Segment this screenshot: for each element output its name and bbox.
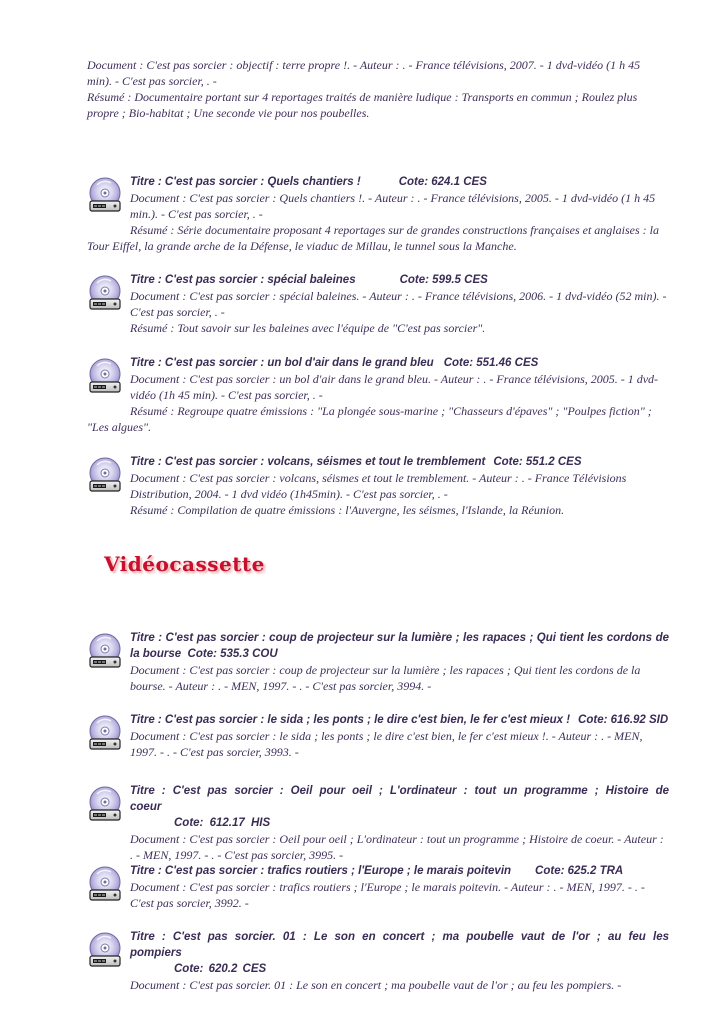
entry-cote: Cote: 551.46 CES: [443, 357, 539, 369]
entry-cote: Cote: 599.5 CES: [399, 274, 488, 286]
entry-cote: Cote: 551.2 CES: [493, 456, 582, 468]
entry-title-row: [130, 863, 669, 879]
entry-cote: Cote: 625.2 TRA: [535, 865, 624, 877]
entry-cote: Cote: 616.92 SID: [578, 714, 669, 726]
intro-resume: Résumé : Documentaire portant sur 4 reportages traités de manière ludique : Transports en commun ; Roulez plus propre ; Bio-habitat ; Une seconde vie pour nos poubelles.: [87, 90, 638, 120]
entry-resume: Résumé : Compilation de quatre émissions : l'Auvergne, les séismes, l'Islande, la Réunion.: [130, 503, 565, 517]
entry-title-row: [130, 174, 669, 190]
disc-drive-icon: [87, 358, 123, 394]
entry-document: Document : C'est pas sorcier : Quels chantiers !. - Auteur : . - France télévisions, 2005. - 1 dvd-vidéo (1 h 45 min.). - C'est pas sorcier, . -: [130, 191, 656, 221]
entry-title[interactable]: Titre : C'est pas sorcier : un bol d'air dans le grand bleu: [130, 357, 434, 369]
catalog-entry: [87, 783, 669, 863]
entry-document: Document : C'est pas sorcier : coup de projecteur sur la lumière ; les rapaces ; Qui tient les cordons de la bourse. - Auteur : . - MEN, 1997. - . - C'est pas sorcier, 3994. -: [130, 663, 641, 693]
disc-drive-icon: [87, 715, 123, 751]
intro-block: [87, 57, 667, 121]
intro-document: Document : C'est pas sorcier : objectif : terre propre !. - Auteur : . - France télévisions, 2007. - 1 dvd-vidéo (1 h 45 min). - C'est pas sorcier, . -: [87, 58, 641, 88]
entry-title[interactable]: Titre : C'est pas sorcier : Quels chantiers !: [130, 176, 361, 188]
disc-drive-icon: [87, 866, 123, 902]
entry-document: Document : C'est pas sorcier : spécial baleines. - Auteur : . - France télévisions, 2006. - 1 dvd-vidéo (52 min). - C'est pas sorcier, . -: [130, 289, 667, 319]
catalog-entry: [87, 174, 669, 254]
entry-title-row: [130, 783, 669, 831]
disc-drive-icon: [87, 457, 123, 493]
catalog-entry: [87, 272, 669, 336]
entry-title-row: [130, 929, 669, 977]
entry-title[interactable]: Titre : C'est pas sorcier. 01 : Le son en concert ; ma poubelle vaut de l'or ; au feu les pompiers: [130, 931, 669, 959]
section-heading: Vidéocassette: [104, 552, 265, 576]
entry-cote: Cote: 624.1 CES: [398, 176, 487, 188]
entry-document: Document : C'est pas sorcier : trafics routiers ; l'Europe ; le marais poitevin. - Auteur : . - MEN, 1997. - . - C'est pas sorcier, 3992. -: [130, 880, 645, 910]
entry-document: Document : C'est pas sorcier : Oeil pour oeil ; L'ordinateur : tout un programme ; Histoire de coeur. - Auteur : . - MEN, 1997. - . - C'est pas sorcier, 3995. -: [130, 832, 664, 862]
entry-title[interactable]: Titre : C'est pas sorcier : le sida ; les ponts ; le dire c'est bien, le fer c'est mieux !: [130, 714, 571, 726]
entry-document: Document : C'est pas sorcier. 01 : Le son en concert ; ma poubelle vaut de l'or ; au feu les pompiers. -: [130, 978, 622, 992]
entry-cote: Cote: 612.17 HIS: [174, 817, 271, 829]
catalog-entry: [87, 630, 669, 694]
entry-title[interactable]: Titre : C'est pas sorcier : volcans, séismes et tout le tremblement: [130, 456, 486, 468]
entry-title-row: [130, 712, 669, 728]
entry-resume: Résumé : Série documentaire proposant 4 reportages sur de grandes constructions françaises et anglaises : la Tour Eiffel, la grande arche de la Défense, le viaduc de Millau, le tunnel sous la Manche.: [87, 223, 659, 253]
catalog-entry: [87, 863, 669, 911]
disc-drive-icon: [87, 786, 123, 822]
entry-document: Document : C'est pas sorcier : volcans, séismes et tout le tremblement. - Auteur : . - France Télévisions Distribution, 2004. - 1 dvd vidéo (1h45min). - C'est pas sorcier, . -: [130, 471, 627, 501]
entry-title-row: [130, 630, 669, 662]
disc-drive-icon: [87, 275, 123, 311]
entry-document: Document : C'est pas sorcier : un bol d'air dans le grand bleu. - Auteur : . - France télévisions, 2005. - 1 dvd-vidéo (1h 45 min). - C'est pas sorcier, . -: [130, 372, 659, 402]
entry-resume: Résumé : Tout savoir sur les baleines avec l'équipe de "C'est pas sorcier".: [130, 321, 486, 335]
entry-cote: Cote: 620.2 CES: [174, 963, 267, 975]
disc-drive-icon: [87, 932, 123, 968]
entry-document: Document : C'est pas sorcier : le sida ; les ponts ; le dire c'est bien, le fer c'est mieux !. - Auteur : . - MEN, 1997. - . - C'est pas sorcier, 3993. -: [130, 729, 643, 759]
entry-title-row: [130, 355, 669, 371]
entry-title[interactable]: Titre : C'est pas sorcier : spécial baleines: [130, 274, 356, 286]
entry-title[interactable]: Titre : C'est pas sorcier : coup de projecteur sur la lumière ; les rapaces ; Qui tient les cordons de la bourse: [130, 632, 669, 660]
catalog-entry: [87, 454, 669, 518]
entry-title-row: [130, 272, 669, 288]
disc-drive-icon: [87, 633, 123, 669]
entry-title[interactable]: Titre : C'est pas sorcier : Oeil pour oeil ; L'ordinateur : tout un programme ; Histoire de coeur: [130, 785, 669, 813]
disc-drive-icon: [87, 177, 123, 213]
catalog-entry: [87, 712, 669, 760]
entry-title-row: [130, 454, 669, 470]
catalog-entry: [87, 355, 669, 435]
catalog-entry: [87, 929, 669, 993]
entry-resume: Résumé : Regroupe quatre émissions : "La plongée sous-marine ; "Chasseurs d'épaves" ; "Poulpes fiction" ; "Les algues".: [87, 404, 652, 434]
entry-title[interactable]: Titre : C'est pas sorcier : trafics routiers ; l'Europe ; le marais poitevin: [130, 865, 512, 877]
entry-cote: Cote: 535.3 COU: [187, 648, 278, 660]
